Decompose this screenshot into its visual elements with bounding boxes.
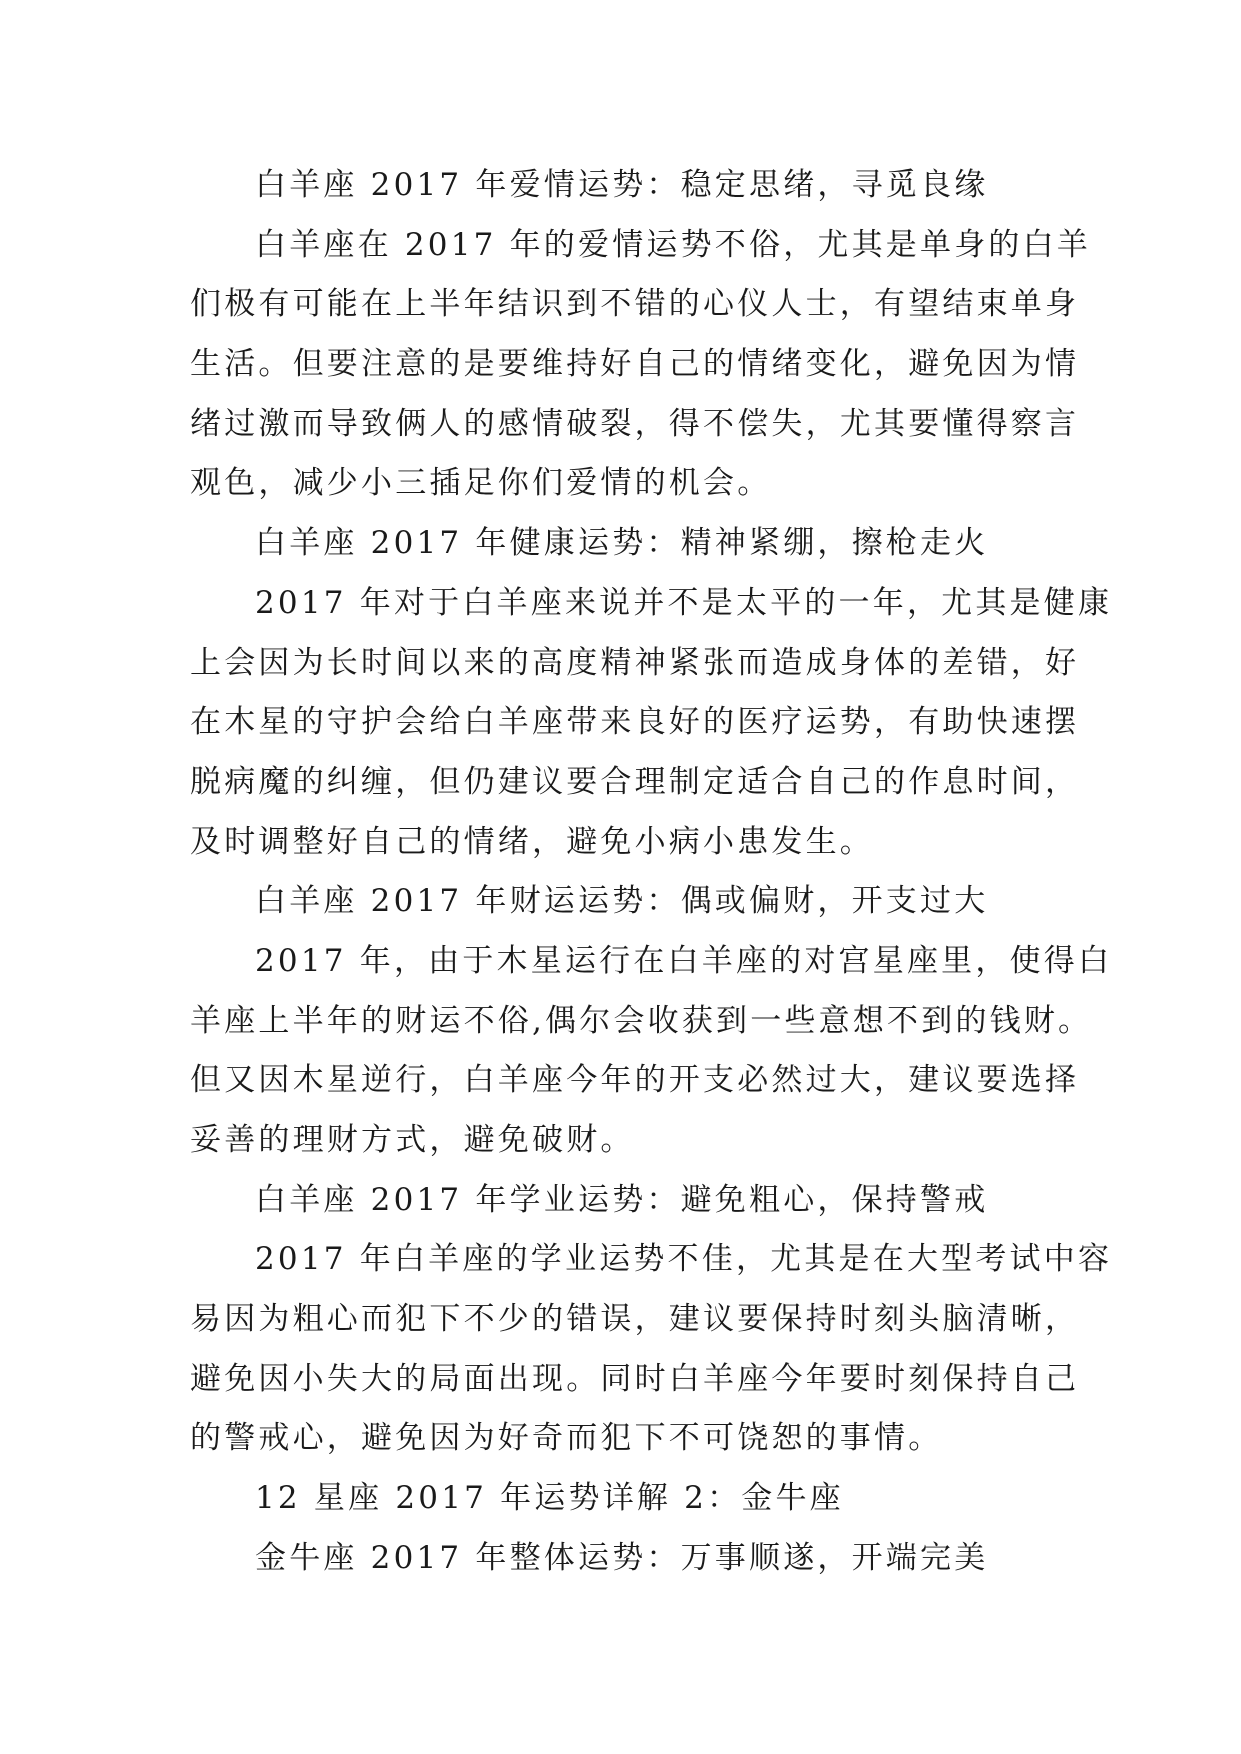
paragraph-line: 及时调整好自己的情绪，避免小病小患发生。 (190, 823, 874, 860)
section-heading-aries-study: 白羊座 2017 年学业运势：避免粗心，保持警戒 (255, 1181, 989, 1218)
paragraph-line: 2017 年白羊座的学业运势不佳，尤其是在大型考试中容 (255, 1241, 1113, 1278)
paragraph-line: 妥善的理财方式，避免破财。 (190, 1122, 635, 1158)
paragraph-line: 2017 年对于白羊座来说并不是太平的一年，尤其是健康 (255, 584, 1113, 621)
paragraph-line: 易因为粗心而犯下不少的错误，建议要保持时刻头脑清晰， (190, 1301, 1080, 1338)
paragraph-line: 的警戒心，避免因为好奇而犯下不可饶恕的事情。 (190, 1420, 943, 1457)
paragraph-line: 上会因为长时间以来的高度精神紧张而造成身体的差错，好 (190, 644, 1080, 681)
paragraph-line: 白羊座在 2017 年的爱情运势不俗，尤其是单身的白羊 (255, 226, 1091, 263)
paragraph-line: 观色，减少小三插足你们爱情的机会。 (190, 465, 772, 502)
document-body (190, 156, 1113, 1589)
paragraph-line: 避免因小失大的局面出现。同时白羊座今年要时刻保持自己 (190, 1360, 1080, 1397)
section-heading-taurus: 12 星座 2017 年运势详解 2：金牛座 (255, 1480, 844, 1517)
paragraph-line: 但又因木星逆行，白羊座今年的开支必然过大，建议要选择 (190, 1062, 1080, 1099)
paragraph-line: 们极有可能在上半年结识到不错的心仪人士，有望结束单身 (190, 286, 1080, 323)
paragraph-line: 绪过激而导致俩人的感情破裂，得不偿失，尤其要懂得察言 (190, 405, 1080, 442)
paragraph-line: 在木星的守护会给白羊座带来良好的医疗运势，有助快速摆 (190, 704, 1080, 741)
paragraph-line: 生活。但要注意的是要维持好自己的情绪变化，避免因为情 (190, 346, 1080, 383)
section-heading-aries-health: 白羊座 2017 年健康运势：精神紧绷，擦枪走火 (255, 525, 989, 562)
paragraph-line: 脱病魔的纠缠，但仍建议要合理制定适合自己的作息时间， (190, 763, 1080, 800)
paragraph-line: 羊座上半年的财运不俗,偶尔会收获到一些意想不到的钱财。 (190, 1002, 1093, 1039)
section-heading-aries-wealth: 白羊座 2017 年财运运势：偶或偏财，开支过大 (255, 883, 989, 920)
section-heading-aries-love: 白羊座 2017 年爱情运势：稳定思绪，寻觅良缘 (255, 167, 989, 203)
section-heading-taurus-overall: 金牛座 2017 年整体运势：万事顺遂，开端完美 (255, 1539, 989, 1576)
paragraph-line: 2017 年，由于木星运行在白羊座的对宫星座里，使得白 (255, 942, 1113, 979)
